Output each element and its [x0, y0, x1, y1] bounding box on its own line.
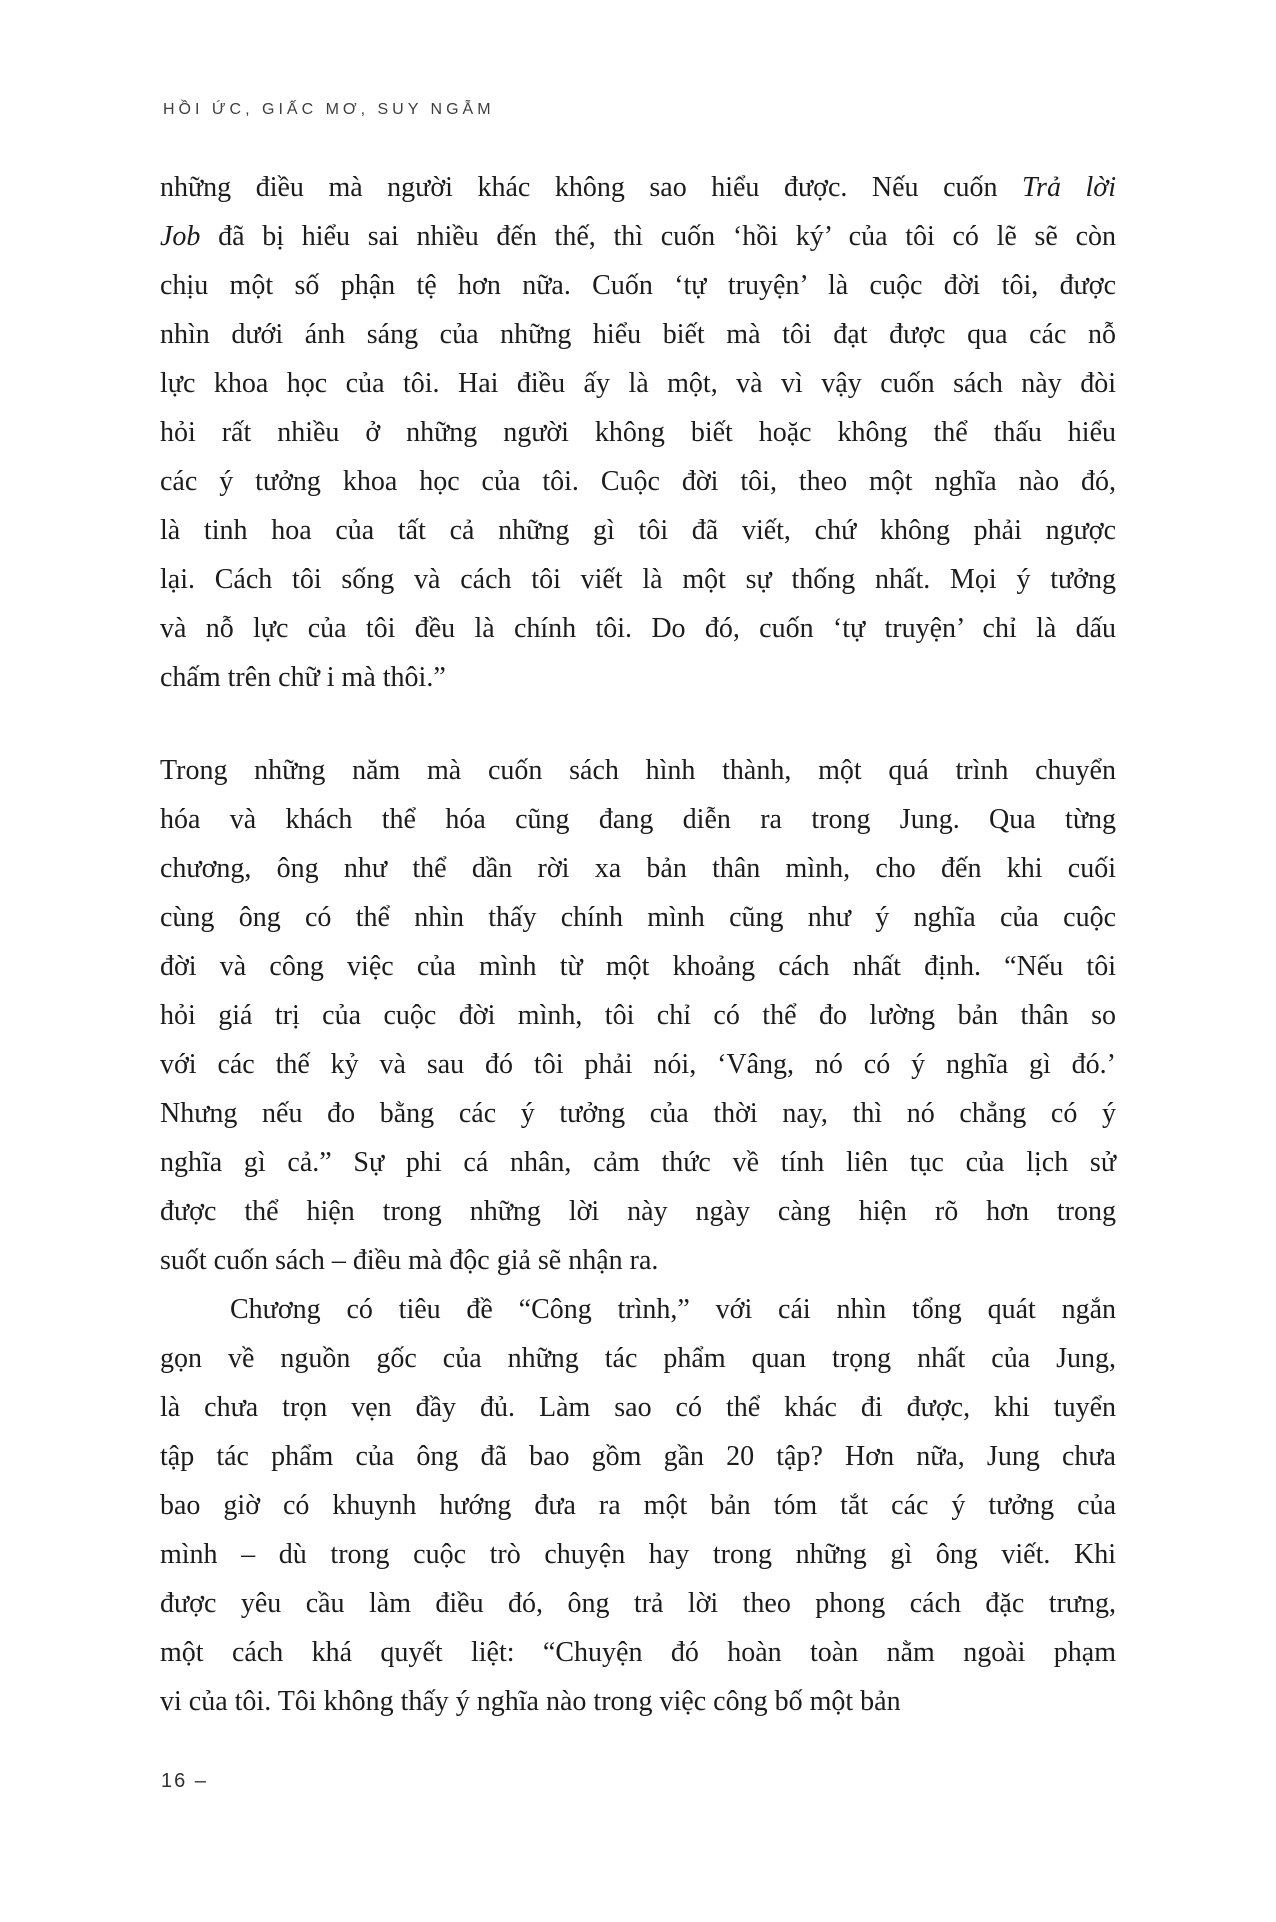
running-header: HỒI ỨC, GIẤC MƠ, SUY NGẪM [163, 101, 495, 118]
text-segment: lại. Cách tôi sống và cách tôi viết là một sự thống nhất. Mọi ý tưởng [160, 564, 1116, 595]
text-line [160, 795, 1116, 844]
text-segment: gọn về nguồn gốc của những tác phẩm quan trọng nhất của Jung, [160, 1343, 1116, 1374]
text-line [160, 1432, 1116, 1481]
text-line [160, 893, 1116, 942]
text-segment: là tinh hoa của tất cả những gì tôi đã viết, chứ không phải ngược [160, 515, 1116, 546]
text-segment: Nhưng nếu đo bằng các ý tưởng của thời nay, thì nó chẳng có ý [160, 1098, 1116, 1129]
text-line [160, 1187, 1116, 1236]
text-segment: chấm trên chữ i mà thôi.” [160, 662, 446, 693]
text-line [160, 746, 1116, 795]
text-segment: chương, ông như thể dần rời xa bản thân mình, cho đến khi cuối [160, 853, 1116, 884]
text-segment: tập tác phẩm của ông đã bao gồm gần 20 tập? Hơn nữa, Jung chưa [160, 1441, 1116, 1472]
text-line [160, 1285, 1116, 1334]
text-line [160, 1677, 1116, 1726]
text-line [160, 457, 1116, 506]
text-line [160, 1628, 1116, 1677]
text-segment: hỏi rất nhiều ở những người không biết hoặc không thể thấu hiểu [160, 417, 1116, 448]
text-line [160, 653, 1116, 702]
text-line [160, 1236, 1116, 1285]
text-line [160, 844, 1116, 893]
text-segment: với các thế kỷ và sau đó tôi phải nói, ‘Vâng, nó có ý nghĩa gì đó.’ [160, 1049, 1116, 1080]
text-segment: mình – dù trong cuộc trò chuyện hay trong những gì ông viết. Khi [160, 1539, 1116, 1570]
text-line [160, 163, 1116, 212]
text-segment: được thể hiện trong những lời này ngày càng hiện rõ hơn trong [160, 1196, 1116, 1227]
page-number: 16 – [161, 1770, 208, 1792]
text-segment: chịu một số phận tệ hơn nữa. Cuốn ‘tự truyện’ là cuộc đời tôi, được [160, 270, 1116, 301]
text-segment: và nỗ lực của tôi đều là chính tôi. Do đó, cuốn ‘tự truyện’ chỉ là dấu [160, 613, 1116, 644]
text-segment: những điều mà người khác không sao hiểu được. Nếu cuốn [160, 172, 1023, 203]
text-segment: hỏi giá trị của cuộc đời mình, tôi chỉ có thể đo lường bản thân so [160, 1000, 1116, 1031]
text-line [160, 359, 1116, 408]
text-segment: các ý tưởng khoa học của tôi. Cuộc đời tôi, theo một nghĩa nào đó, [160, 466, 1116, 497]
text-segment: được yêu cầu làm điều đó, ông trả lời theo phong cách đặc trưng, [160, 1588, 1116, 1619]
text-segment: là chưa trọn vẹn đầy đủ. Làm sao có thể khác đi được, khi tuyển [160, 1392, 1116, 1423]
paragraph [160, 163, 1116, 702]
text-line [160, 1089, 1116, 1138]
text-line [160, 555, 1116, 604]
text-line [160, 1138, 1116, 1187]
text-segment: đời và công việc của mình từ một khoảng cách nhất định. “Nếu tôi [160, 951, 1116, 982]
text-line [160, 408, 1116, 457]
paragraph [160, 1285, 1116, 1726]
text-segment: cùng ông có thể nhìn thấy chính mình cũng như ý nghĩa của cuộc [160, 902, 1116, 933]
text-segment: lực khoa học của tôi. Hai điều ấy là một, và vì vậy cuốn sách này đòi [160, 368, 1116, 399]
text-segment: đã bị hiểu sai nhiều đến thế, thì cuốn ‘hồi ký’ của tôi có lẽ sẽ còn [200, 221, 1116, 252]
text-line [160, 1383, 1116, 1432]
italic-text-segment: Trả lời [1022, 172, 1116, 203]
text-line [160, 991, 1116, 1040]
text-segment: nghĩa gì cả.” Sự phi cá nhân, cảm thức về tính liên tục của lịch sử [160, 1147, 1116, 1178]
text-segment: bao giờ có khuynh hướng đưa ra một bản tóm tắt các ý tưởng của [160, 1490, 1116, 1521]
text-line [160, 1040, 1116, 1089]
text-line [160, 310, 1116, 359]
text-line [160, 942, 1116, 991]
text-line [160, 1530, 1116, 1579]
text-line [160, 212, 1116, 261]
text-segment: vi của tôi. Tôi không thấy ý nghĩa nào trong việc công bố một bản [160, 1686, 901, 1717]
text-segment: hóa và khách thể hóa cũng đang diễn ra trong Jung. Qua từng [160, 804, 1116, 835]
text-line [160, 261, 1116, 310]
text-segment: Trong những năm mà cuốn sách hình thành, một quá trình chuyển [160, 755, 1116, 786]
text-line [160, 1579, 1116, 1628]
paragraph [160, 746, 1116, 1285]
text-segment: nhìn dưới ánh sáng của những hiểu biết mà tôi đạt được qua các nỗ [160, 319, 1116, 350]
text-line [160, 506, 1116, 555]
text-segment: suốt cuốn sách – điều mà độc giả sẽ nhận ra. [160, 1245, 659, 1276]
text-segment: Chương có tiêu đề “Công trình,” với cái nhìn tổng quát ngắn [230, 1294, 1116, 1325]
text-line [160, 604, 1116, 653]
text-line [160, 1334, 1116, 1383]
text-segment: một cách khá quyết liệt: “Chuyện đó hoàn toàn nằm ngoài phạm [160, 1637, 1116, 1668]
italic-text-segment: Job [160, 221, 201, 252]
page-body [160, 163, 1116, 1726]
text-line [160, 1481, 1116, 1530]
